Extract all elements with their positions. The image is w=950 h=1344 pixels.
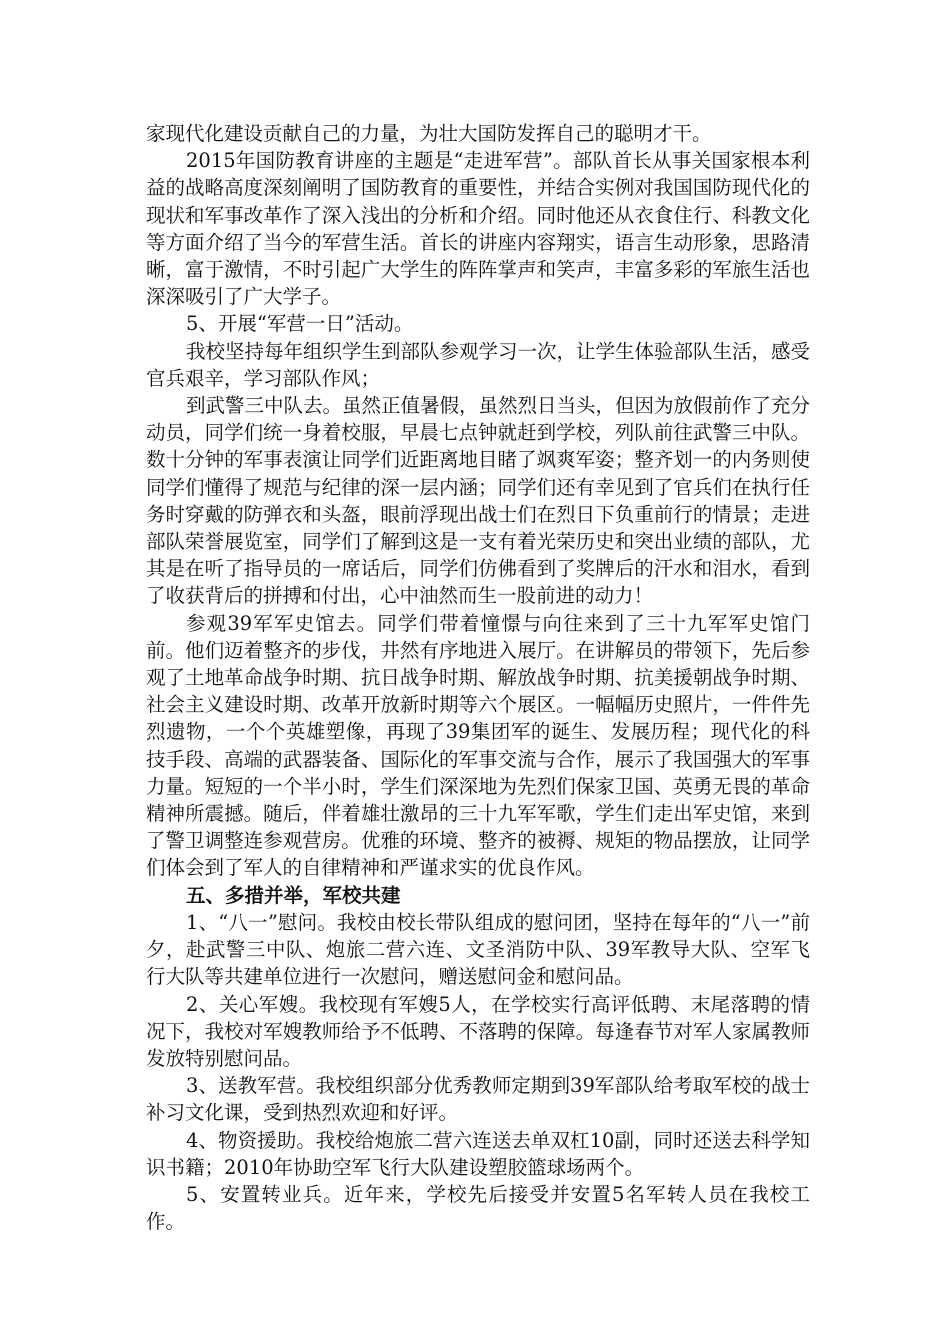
paragraph-continuation: 家现代化建设贡献自己的力量，为壮大国防发挥自己的聪明才干。: [146, 122, 712, 145]
paragraph-item-camp-day: 5、开展“军营一日”活动。: [186, 312, 414, 336]
paragraph-material-aid: 4、物资援助。我校给炮旅二营六连送去单双杠10副，同时还送去科学知识书籍；2010年协助空军飞行大队建设塑胶篮球场两个。: [146, 1128, 810, 1179]
section-heading: 五、多措并举，军校共建: [186, 883, 401, 907]
paragraph-teaching-camp: 3、送教军营。我校组织部分优秀教师定期到39军部队给考取军校的战士补习文化课，受到热烈欢迎和好评。: [146, 1074, 810, 1125]
paragraph-veteran-placement: 5、安置转业兵。近年来，学校先后接受并安置5名军转人员在我校工作。: [146, 1182, 810, 1234]
paragraph-museum-visit: 参观39军军史馆去。同学们带着憧憬与向往来到了三十九军军史馆门前。他们迈着整齐的步伐，井然有序地进入展厅。在讲解员的带领下，先后参观了土地革命战争时期、抗日战争时期、解放战争时期、抗美援朝战争时期、社会主义建设时期、改革开放新时期等六个展区。一幅幅历史照片，一件件先烈遗物，一个个英雄塑像，再现了39集团军的诞生、发展历程；现代化的科技手段、高端的武器装备、国际化的军事交流与合作，展示了我国强大的军事力量。短短的一个半小时，学生们深深地为先烈们保家卫国、英勇无畏的革命精神所震撼。随后，伴着雄壮激昂的三十九军军歌，学生们走出军史馆，来到了警卫调整连参观营房。优雅的环境、整齐的被褥、规矩的物品摆放，让同学们体会到了军人的自律精神和严谨求实的优良作风。: [146, 611, 810, 880]
document-body: [146, 120, 810, 1235]
paragraph-annual-visit: 我校坚持每年组织学生到部队参观学习一次，让学生体验部队生活，感受官兵艰辛，学习部队作风；: [146, 339, 811, 390]
paragraph-armed-police-visit: 到武警三中队去。虽然正值暑假，虽然烈日当头，但因为放假前作了充分动员，同学们统一身着校服，早晨七点钟就赶到学校，列队前往武警三中队。数十分钟的军事表演让同学们近距离地目睹了飒爽军姿；整齐划一的内务则使同学们懂得了规范与纪律的深一层内涵；同学们还有幸见到了官兵们在执行任务时穿戴的防弹衣和头盔，眼前浮现出战士们在烈日下负重前行的情景；走进部队荣誉展览室，同学们了解到这是一支有着光荣历史和突出业绩的部队，尤其是在听了指导员的一席话后，同学们仿佛看到了奖牌后的汗水和泪水，看到了收获背后的拼搏和付出，心中油然而生一股前进的动力！: [146, 394, 811, 608]
paragraph-lecture-theme: 2015年国防教育讲座的主题是“走进军营”。部队首长从事关国家根本利益的战略高度深刻阐明了国防教育的重要性，并结合实例对我国国防现代化的现状和军事改革作了深入浅出的分析和介绍。同时他还从衣食住行、科教文化等方面介绍了当今的军营生活。首长的讲座内容翔实，语言生动形象，思路清晰，富于激情，不时引起广大学生的阵阵掌声和笑声，丰富多彩的军旅生活也深深吸引了广大学子。: [146, 149, 810, 309]
paragraph-military-wives: 2、关心军嫂。我校现有军嫂5人，在学校实行高评低聘、末尾落聘的情况下，我校对军嫂教师给予不低聘、不落聘的保障。每逢春节对军人家属教师发放特别慰问品。: [146, 992, 810, 1070]
paragraph-august-first: 1、“八一”慰问。我校由校长带队组成的慰问团，坚持在每年的“八一”前夕，赴武警三中队、炮旅二营六连、文圣消防中队、39军教导大队、空军飞行大队等共建单位进行一次慰问，赠送慰问金和慰问品。: [146, 910, 810, 989]
